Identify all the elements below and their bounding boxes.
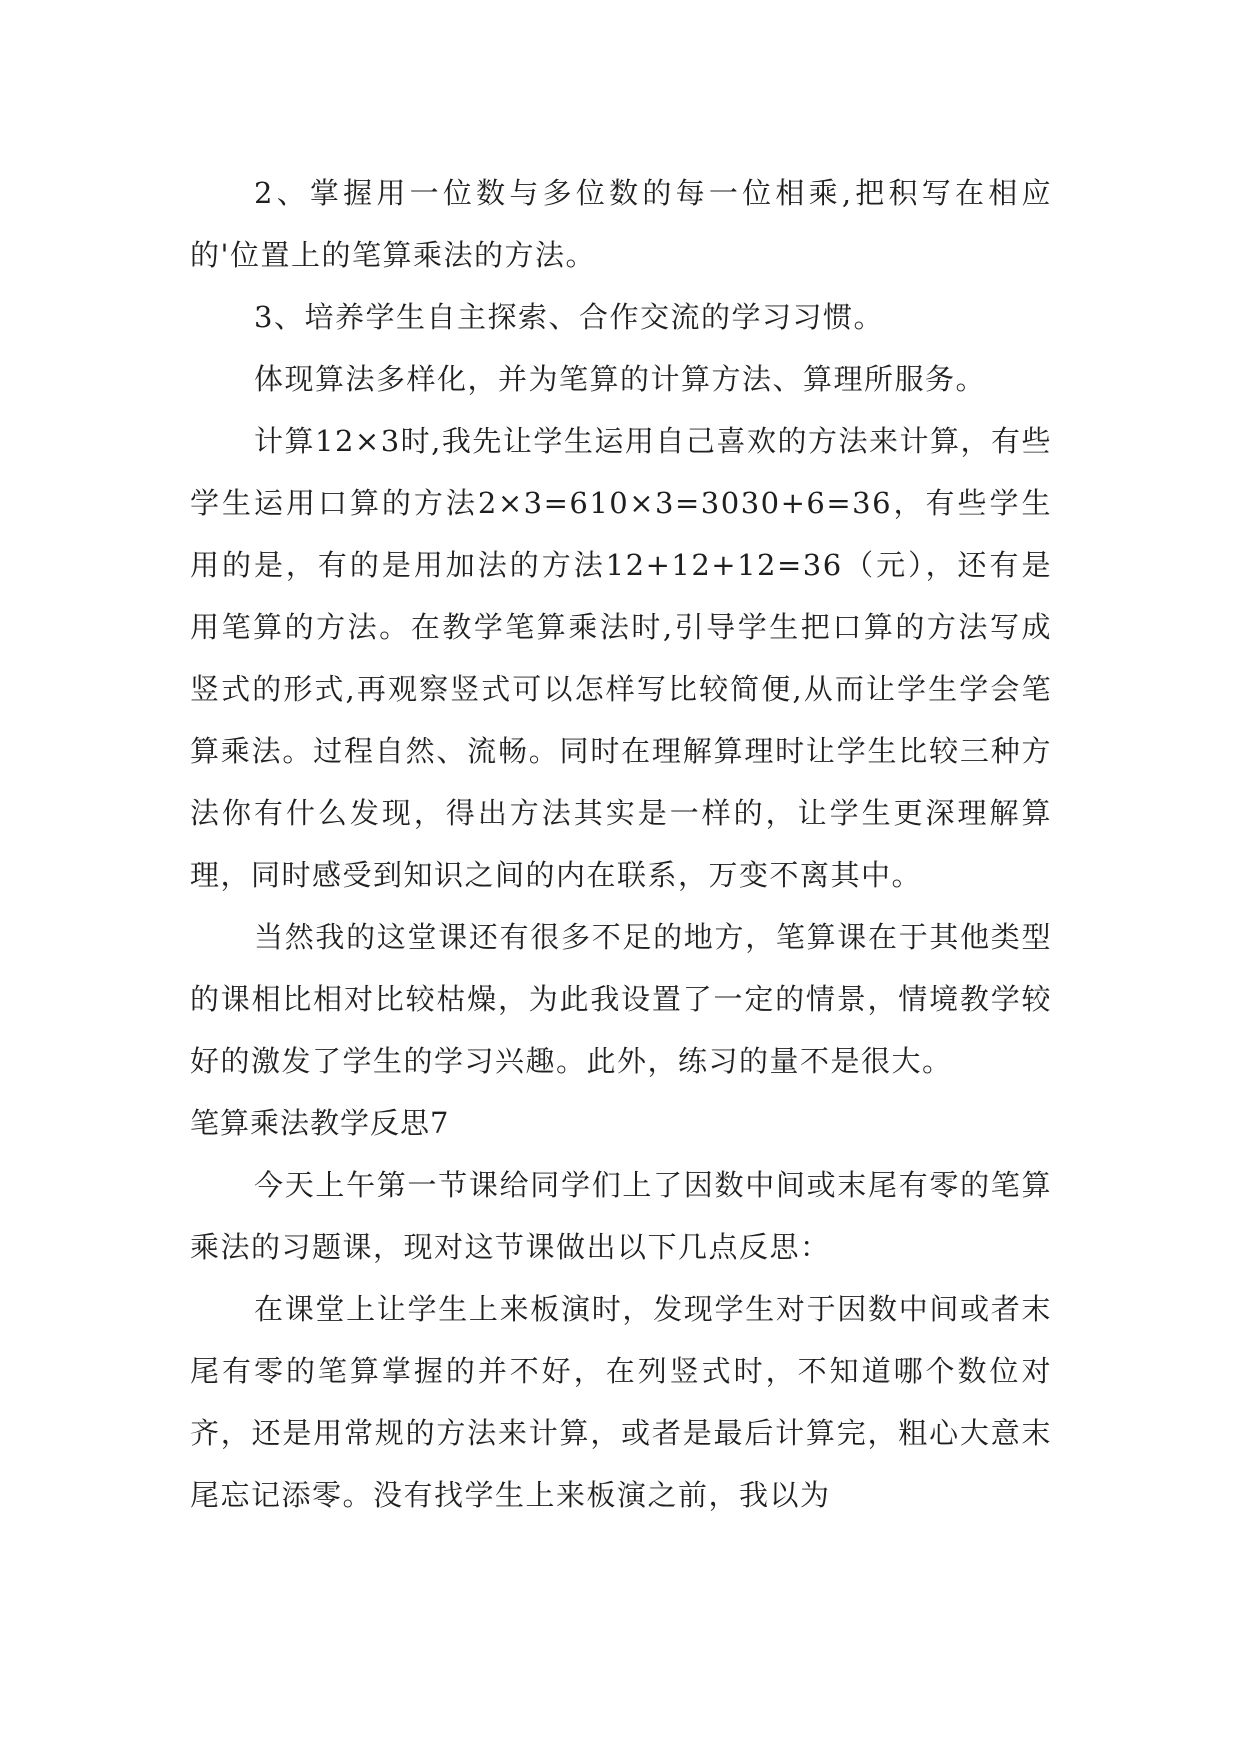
paragraph-shortcomings: 当然我的这堂课还有很多不足的地方，笔算课在于其他类型的课相比相对比较枯燥，为此我设置了一定的情景，情境教学较好的激发了学生的学习兴趣。此外，练习的量不是很大。 (190, 920, 1052, 1078)
document-body (190, 162, 1052, 1526)
paragraph-board-practice: 在课堂上让学生上来板演时，发现学生对于因数中间或者末尾有零的笔算掌握的并不好，在列竖式时，不知道哪个数位对齐，还是用常规的方法来计算，或者是最后计算完，粗心大意末尾忘记添零。没有找学生上来板演之前，我以为 (190, 1292, 1052, 1512)
paragraph-teaching-process: 计算12×3时,我先让学生运用自己喜欢的方法来计算，有些学生运用口算的方法2×3=610×3=3030+6=36，有些学生用的是，有的是用加法的方法12+12+12=36（元），还有是用笔算的方法。在教学笔算乘法时,引导学生把口算的方法写成竖式的形式,再观察竖式可以怎样写比较简便,从而让学生学会笔算乘法。过程自然、流畅。同时在理解算理时让学生比较三种方法你有什么发现，得出方法其实是一样的，让学生更深理解算理，同时感受到知识之间的内在联系，万变不离其中。 (190, 424, 1052, 892)
paragraph-lesson-intro: 今天上午第一节课给同学们上了因数中间或末尾有零的笔算乘法的习题课，现对这节课做出以下几点反思： (190, 1168, 1052, 1264)
paragraph-summary: 体现算法多样化，并为笔算的计算方法、算理所服务。 (254, 362, 987, 396)
paragraph-objective-3: 3、培养学生自主探索、合作交流的学习习惯。 (254, 300, 884, 334)
section-heading: 笔算乘法教学反思7 (190, 1106, 450, 1140)
paragraph-objective-2: 2、掌握用一位数与多位数的每一位相乘,把积写在相应的'位置上的笔算乘法的方法。 (190, 176, 1052, 272)
